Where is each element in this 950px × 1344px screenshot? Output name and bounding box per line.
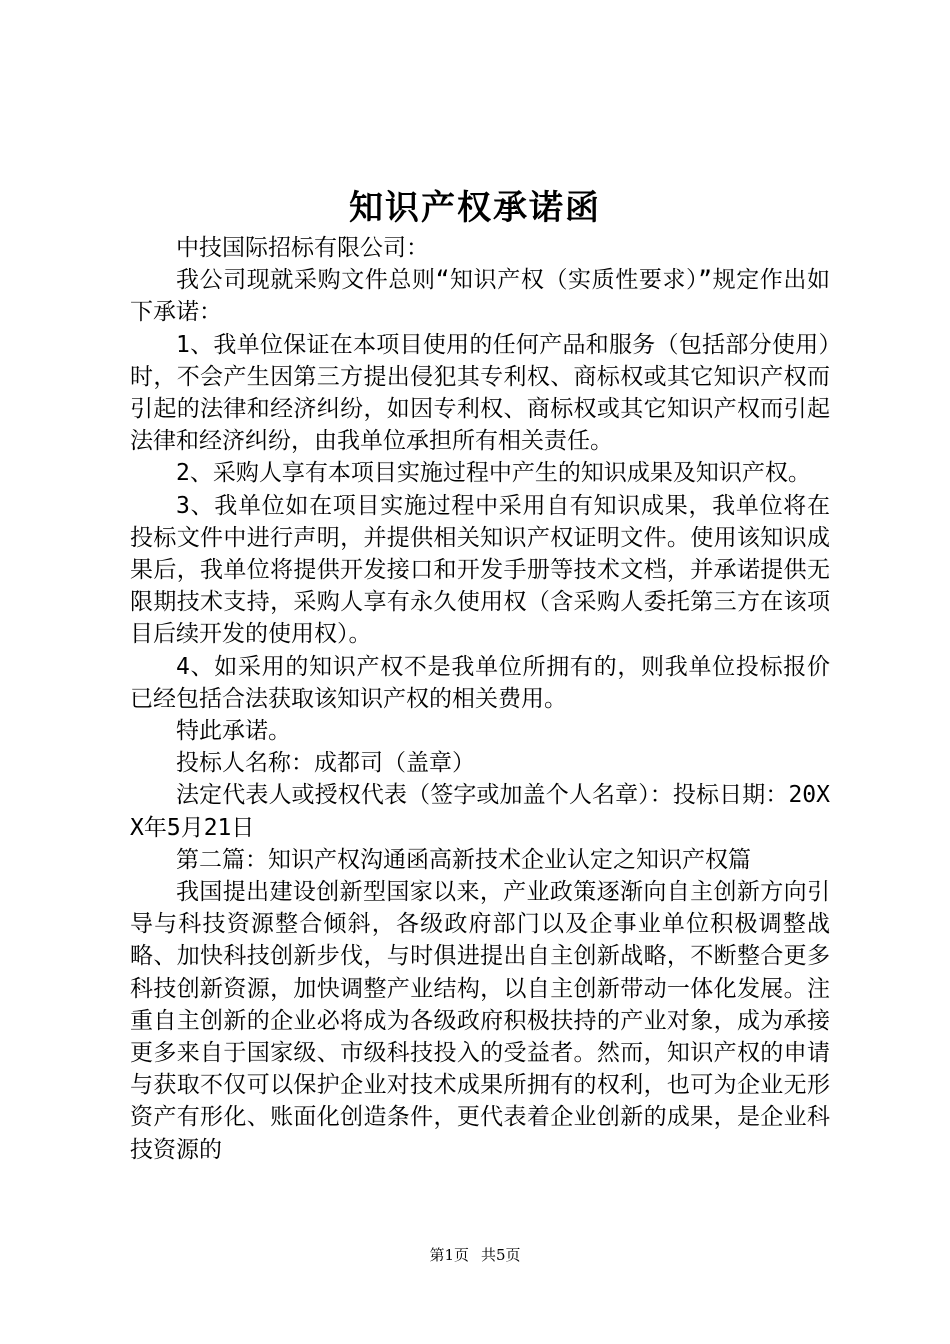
commitment-item-4: 4、如采用的知识产权不是我单位所拥有的，则我单位投标报价已经包括合法获取该知识产权的相关费用。 bbox=[130, 653, 830, 712]
closing-statement: 特此承诺。 bbox=[176, 718, 291, 745]
section-body-paragraph: 我国提出建设创新型国家以来，产业政策逐渐向自主创新方向引导与科技资源整合倾斜，各级政府部门以及企事业单位积极调整战略、加快科技创新步伐，与时俱进提出自主创新战略，不断整合更多科技创新资源，加快调整产业结构，以自主创新带动一体化发展。注重自主创新的企业必将成为各级政府积极扶持的产业对象，成为承接更多来自于国家级、市级科技投入的受益者。然而，知识产权的申请与获取不仅可以保护企业对技术成果所拥有的权利，也可为企业无形资产有形化、账面化创造条件，更代表着企业创新的成果，是企业科技资源的 bbox=[130, 879, 830, 1163]
commitment-item-2: 2、采购人享有本项目实施过程中产生的知识成果及知识产权。 bbox=[176, 460, 811, 487]
commitment-item-3: 3、我单位如在项目实施过程中采用自有知识成果，我单位将在投标文件中进行声明，并提供相关知识产权证明文件。使用该知识成果后，我单位将提供开发接口和开发手册等技术文档，并承诺提供无限期技术支持，采购人享有永久使用权（含采购人委托第三方在该项目后续开发的使用权）。 bbox=[130, 492, 830, 648]
bidder-name: 投标人名称：成都司（盖章） bbox=[176, 750, 475, 777]
page-number: 第1页 bbox=[429, 1246, 469, 1264]
document-title: 知识产权承诺函 bbox=[349, 188, 601, 228]
addressee: 中技国际招标有限公司： bbox=[176, 235, 429, 261]
commitment-item-1: 1、我单位保证在本项目使用的任何产品和服务（包括部分使用）时，不会产生因第三方提出侵犯其专利权、商标权或其它知识产权而引起的法律和经济纠纷，如因专利权、商标权或其它知识产权而引起法律和经济纠纷，由我单位承担所有相关责任。 bbox=[130, 331, 830, 455]
intro-paragraph: 我公司现就采购文件总则“知识产权（实质性要求）”规定作出如下承诺： bbox=[130, 267, 830, 326]
document-body bbox=[130, 232, 830, 1166]
section-heading: 第二篇：知识产权沟通函高新技术企业认定之知识产权篇 bbox=[176, 846, 751, 873]
page-footer bbox=[0, 1244, 950, 1266]
representative-and-date: 法定代表人或授权代表（签字或加盖个人名章）：投标日期：20XX年5月21日 bbox=[130, 782, 830, 841]
page-total: 共5页 bbox=[481, 1246, 521, 1264]
